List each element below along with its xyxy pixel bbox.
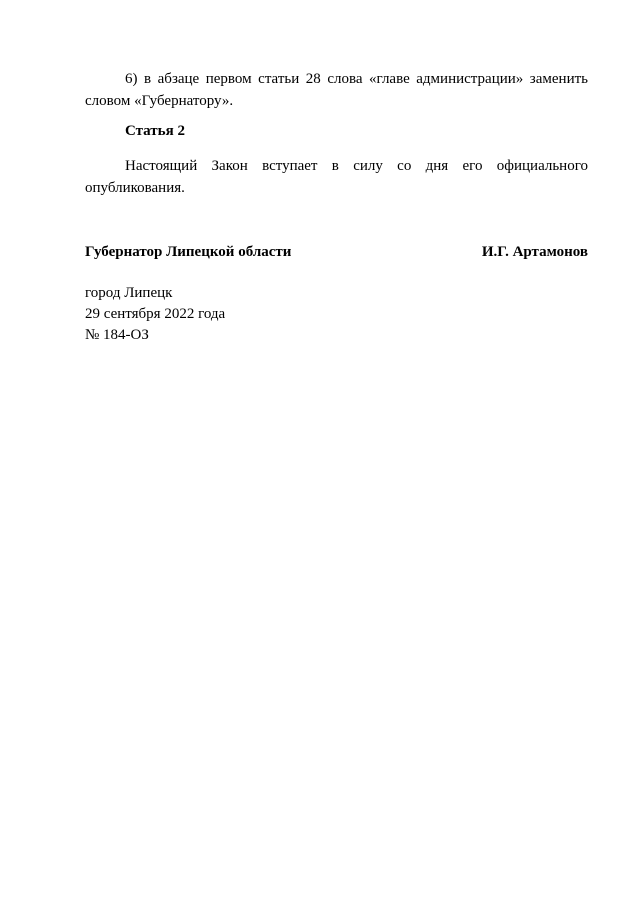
paragraph-line: Настоящий Закон вступает в силу со дня его официального	[125, 158, 588, 174]
paragraph-amendment-6	[85, 68, 588, 112]
signatory-name: И.Г. Артамонов	[481, 244, 588, 260]
signatory-title: Губернатор Липецкой области	[85, 244, 292, 260]
paragraph-line: опубликования.	[85, 180, 185, 196]
law-date: 29 сентября 2022 года	[85, 306, 226, 322]
law-number: № 184-ОЗ	[85, 327, 149, 343]
paragraph-effective-date	[85, 155, 588, 199]
city: город Липецк	[85, 285, 173, 301]
paragraph-line: 6) в абзаце первом статьи 28 слова «главе администрации» заменить	[125, 71, 588, 87]
paragraph-line: словом «Губернатору».	[85, 93, 234, 109]
place-date-number-block	[85, 283, 225, 346]
article-heading: Статья 2	[125, 123, 185, 139]
